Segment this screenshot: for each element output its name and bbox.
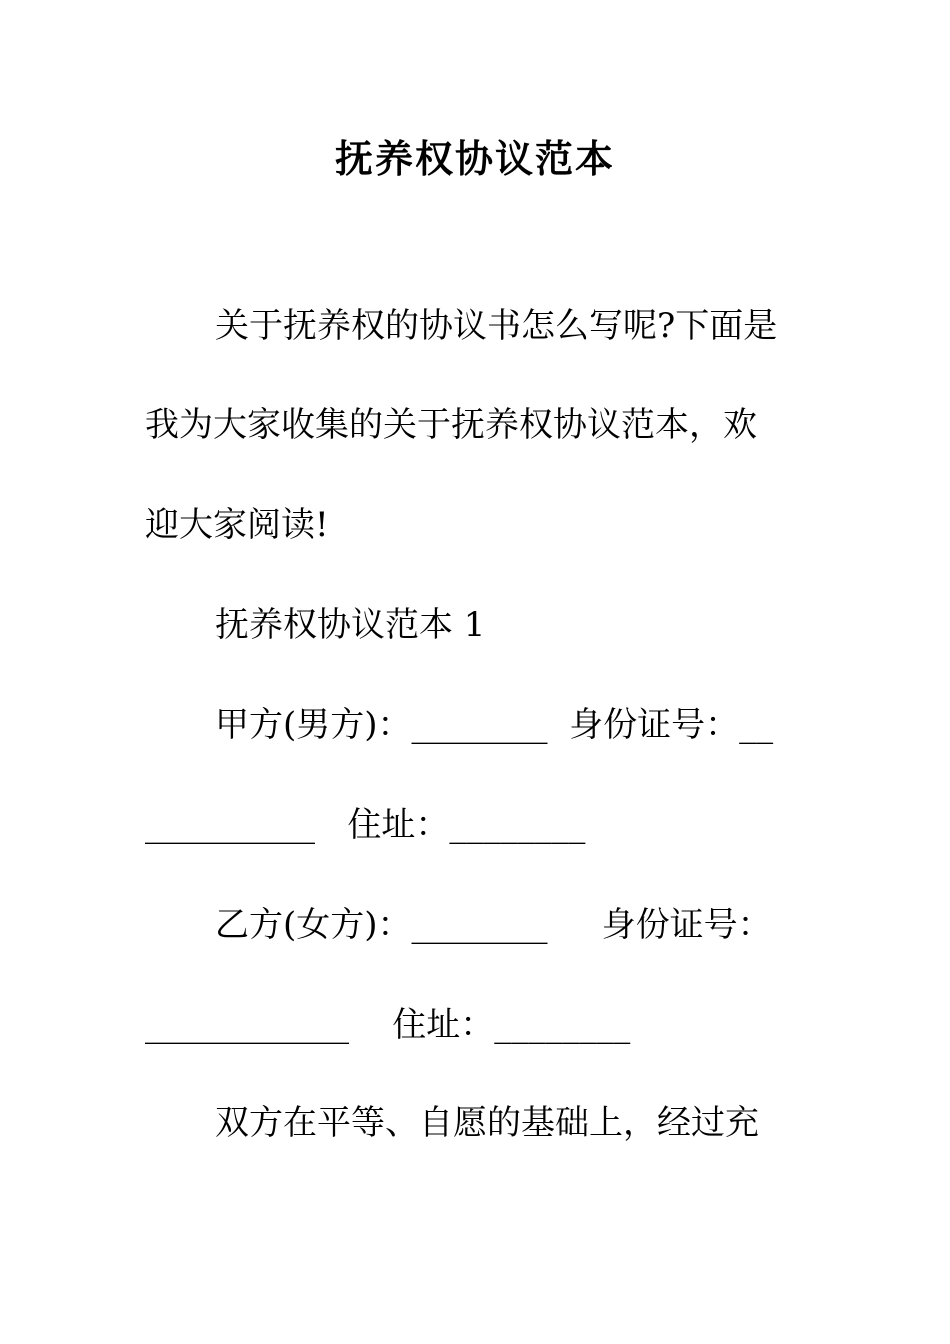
section-heading: 抚养权协议范本 1 <box>215 605 486 645</box>
intro-line-2: 我为大家收集的关于抚养权协议范本，欢 <box>145 405 757 445</box>
party-a-line-2: __________ 住址：________ <box>145 805 586 845</box>
party-b-line-2: ____________ 住址：________ <box>145 1005 631 1045</box>
document-title: 抚养权协议范本 <box>334 137 615 181</box>
body-paragraph-start: 双方在平等、自愿的基础上，经过充 <box>215 1103 759 1143</box>
intro-line-1: 关于抚养权的协议书怎么写呢?下面是 <box>215 306 778 346</box>
party-b-line-1: 乙方(女方)：________ 身份证号： <box>215 905 772 945</box>
intro-line-3: 迎大家阅读! <box>145 505 329 545</box>
party-a-line-1: 甲方(男方)：________ 身份证号：__ <box>215 705 774 745</box>
